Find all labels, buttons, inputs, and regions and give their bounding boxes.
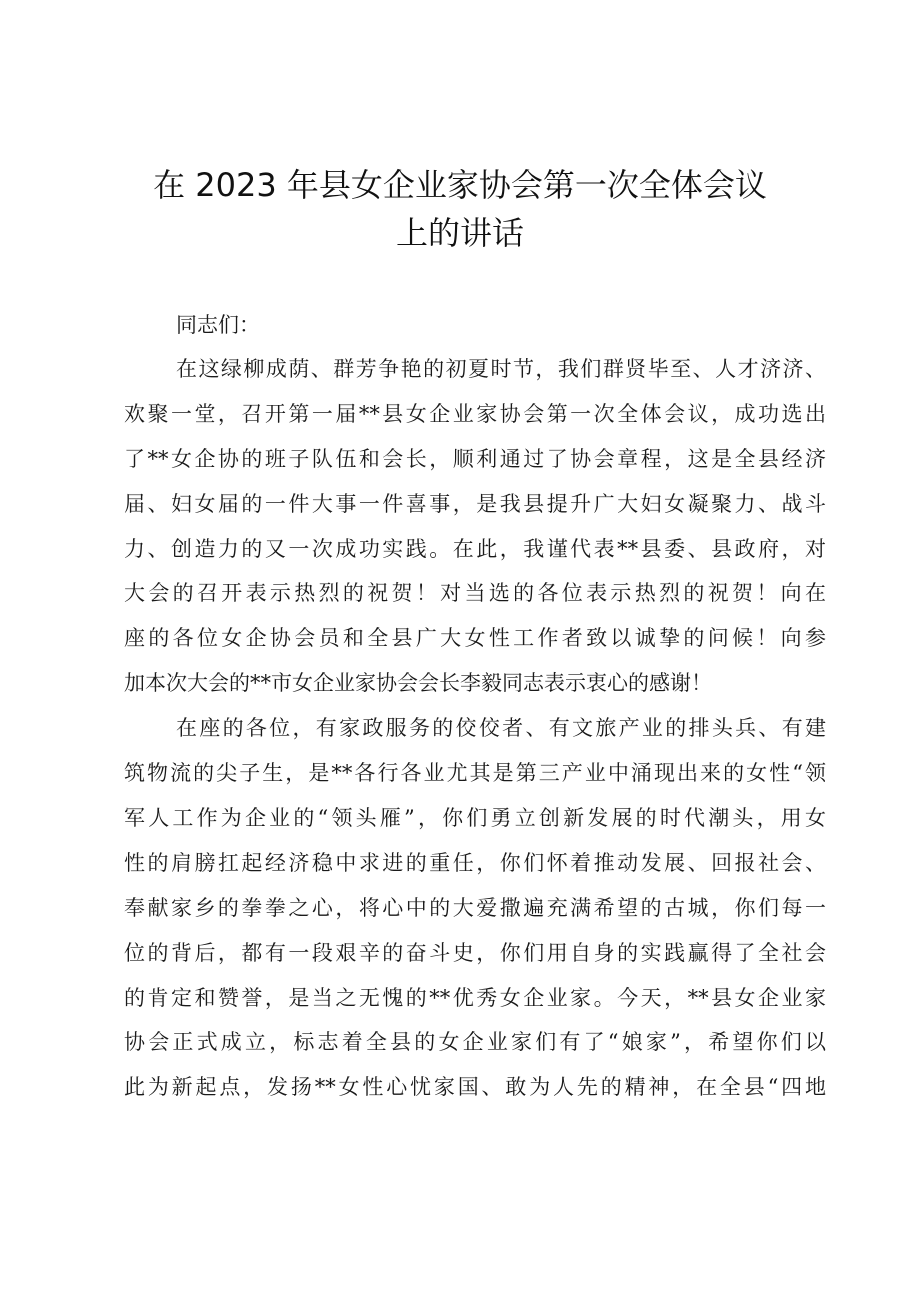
- document-title-line-1: 在 2023 年县女企业家协会第一次全体会议: [153, 166, 767, 204]
- paragraph-1-line: 座的各位女企协会员和全县广大女性工作者致以诚挚的问候！向参: [124, 626, 826, 650]
- paragraph-2-line: 军人工作为企业的“领头雁”，你们勇立创新发展的时代潮头，用女: [124, 806, 826, 830]
- paragraph-1-line: 加本次大会的**市女企业家协会会长李毅同志表示衷心的感谢！: [124, 671, 712, 695]
- paragraph-2-line: 位的背后，都有一段艰辛的奋斗史，你们用自身的实践赢得了全社会: [124, 941, 826, 965]
- paragraph-1-line: 届、妇女届的一件大事一件喜事，是我县提升广大妇女凝聚力、战斗: [124, 492, 826, 516]
- paragraph-2-line: 在座的各位，有家政服务的佼佼者、有文旅产业的排头兵、有建: [176, 716, 826, 740]
- paragraph-1-line: 力、创造力的又一次成功实践。在此，我谨代表**县委、县政府，对: [124, 537, 826, 561]
- paragraph-2-line: 性的肩膀扛起经济稳中求进的重任，你们怀着推动发展、回报社会、: [124, 851, 826, 875]
- paragraph-1-line: 欢聚一堂，召开第一届**县女企业家协会第一次全体会议，成功选出: [124, 402, 826, 426]
- paragraph-1-line: 大会的召开表示热烈的祝贺！对当选的各位表示热烈的祝贺！向在: [124, 581, 826, 605]
- document-title-line-2: 上的讲话: [395, 214, 524, 252]
- paragraph-2-line: 筑物流的尖子生，是**各行各业尤其是第三产业中涌现出来的女性“领: [124, 761, 826, 785]
- paragraph-2-line: 奉献家乡的拳拳之心，将心中的大爱撒遍充满希望的古城，你们每一: [124, 896, 826, 920]
- paragraph-2-line: 的肯定和赞誉，是当之无愧的**优秀女企业家。今天，**县女企业家: [124, 986, 826, 1010]
- salutation: 同志们：: [176, 313, 260, 337]
- paragraph-2-line: 协会正式成立，标志着全县的女企业家们有了“娘家”，希望你们以: [124, 1030, 826, 1054]
- paragraph-1-line: 了**女企协的班子队伍和会长，顺利通过了协会章程，这是全县经济: [124, 447, 826, 471]
- paragraph-1-line: 在这绿柳成荫、群芳争艳的初夏时节，我们群贤毕至、人才济济、: [176, 357, 826, 381]
- paragraph-2-line: 此为新起点，发扬**女性心忧家国、敢为人先的精神，在全县“四地: [124, 1075, 826, 1099]
